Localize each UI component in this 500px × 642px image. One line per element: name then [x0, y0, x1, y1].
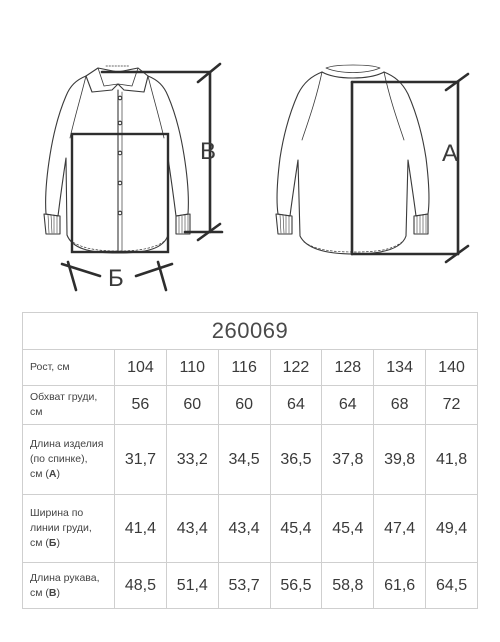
- table-cell: 64,5: [426, 563, 478, 609]
- table-row: [23, 495, 478, 563]
- row-label-line: [30, 405, 110, 420]
- row-label: [23, 425, 115, 495]
- label-text: ): [56, 468, 60, 480]
- label-text: см (: [30, 586, 49, 599]
- garment-illustration: [0, 0, 500, 305]
- table-cell: 36,5: [270, 425, 322, 495]
- label-text: (по спинке),: [30, 453, 88, 465]
- row-label-line: [30, 360, 110, 375]
- table-cell: 122: [270, 350, 322, 386]
- label-text: линии груди,: [30, 522, 92, 534]
- label-text: Ширина по: [30, 507, 84, 519]
- table-cell: 72: [426, 386, 478, 425]
- row-label: [23, 386, 115, 425]
- label-text: ): [56, 537, 60, 549]
- table-cell: 45,4: [322, 495, 374, 563]
- label-text: А: [48, 468, 57, 480]
- label-text: Длина рукава,: [30, 571, 100, 584]
- dimension-letter-bw: Б: [108, 265, 124, 292]
- dimension-letter-b: В: [200, 138, 217, 165]
- table-cell: 37,8: [322, 425, 374, 495]
- row-label: [23, 495, 115, 563]
- label-text: Длина изделия: [30, 438, 104, 450]
- table-cell: 64: [270, 386, 322, 425]
- table-cell: 51,4: [166, 563, 218, 609]
- row-label-line: [30, 390, 110, 405]
- table-cell: 116: [218, 350, 270, 386]
- table-cell: 43,4: [218, 495, 270, 563]
- table-title-row: [23, 313, 478, 350]
- table-cell: 56,5: [270, 563, 322, 609]
- row-label-line: [30, 452, 110, 467]
- table-cell: 60: [166, 386, 218, 425]
- label-text: В: [48, 586, 57, 599]
- table-cell: 48,5: [115, 563, 167, 609]
- table-cell: 49,4: [426, 495, 478, 563]
- table-cell: 31,7: [115, 425, 167, 495]
- table-cell: 110: [166, 350, 218, 386]
- size-table: [22, 312, 478, 609]
- label-text: см (: [30, 537, 49, 549]
- table-row: [23, 350, 478, 386]
- label-text: Обхват груди,: [30, 391, 98, 403]
- table-cell: 140: [426, 350, 478, 386]
- table-cell: 41,8: [426, 425, 478, 495]
- row-label-line: [30, 521, 110, 536]
- table-cell: 34,5: [218, 425, 270, 495]
- dimension-letter-a: А: [442, 140, 459, 167]
- table-cell: 64: [322, 386, 374, 425]
- label-text: Б: [48, 537, 57, 549]
- label-text: см (: [30, 468, 49, 480]
- table-cell: 41,4: [115, 495, 167, 563]
- label-text: см: [30, 406, 43, 418]
- back-length-dimension: [352, 74, 468, 262]
- table-cell: 53,7: [218, 563, 270, 609]
- table-cell: 58,8: [322, 563, 374, 609]
- table-cell: 47,4: [374, 495, 426, 563]
- table-cell: 45,4: [270, 495, 322, 563]
- row-label-line: [30, 467, 110, 482]
- row-label: [23, 350, 115, 386]
- table-cell: 68: [374, 386, 426, 425]
- label-text: Рост, см: [30, 361, 70, 373]
- table-row: [23, 563, 478, 609]
- table-cell: 128: [322, 350, 374, 386]
- table-cell: 134: [374, 350, 426, 386]
- table-row: [23, 425, 478, 495]
- table-cell: 33,2: [166, 425, 218, 495]
- article-number: 260069: [23, 313, 478, 350]
- label-text: ): [56, 586, 60, 599]
- row-label-line: [30, 586, 110, 601]
- table-cell: 39,8: [374, 425, 426, 495]
- row-label-line: [30, 536, 110, 551]
- table-cell: 56: [115, 386, 167, 425]
- table-cell: 43,4: [166, 495, 218, 563]
- row-label-line: [30, 506, 110, 521]
- row-label: [23, 563, 115, 609]
- table-cell: 104: [115, 350, 167, 386]
- table-cell: 60: [218, 386, 270, 425]
- row-label-line: [30, 571, 110, 586]
- table-cell: 61,6: [374, 563, 426, 609]
- row-label-line: [30, 437, 110, 452]
- table-row: [23, 386, 478, 425]
